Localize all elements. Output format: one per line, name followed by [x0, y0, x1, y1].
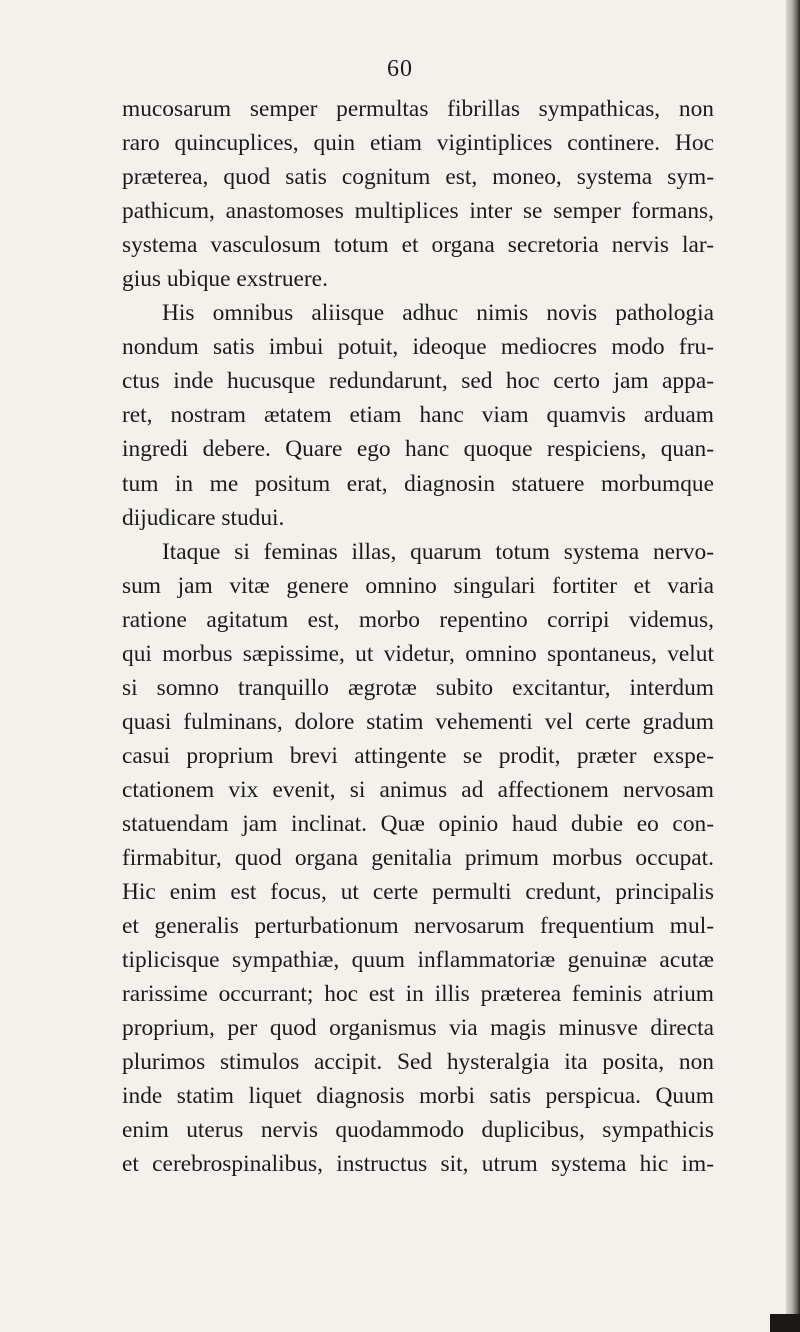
text-line: proprium, per quod organismus via magis minusve directa: [122, 1015, 714, 1042]
text-line: qui morbus sæpissime, ut videtur, omnino spontaneus, velut: [122, 640, 714, 667]
text-line: plurimos stimulos accipit. Sed hysteralgia ita posita, non: [122, 1049, 714, 1076]
text-line: si somno tranquillo ægrotæ subito excitantur, interdum: [122, 674, 714, 701]
text-line: His omnibus aliisque adhuc nimis novis pathologia: [162, 300, 714, 327]
text-line: ctus inde hucusque redundarunt, sed hoc certo jam appa-: [122, 368, 714, 395]
text-line: casui proprium brevi attingente se prodit, præter exspe-: [122, 742, 714, 769]
text-line: tum in me positum erat, diagnosin statuere morbumque: [122, 470, 714, 497]
text-line: præterea, quod satis cognitum est, moneo, systema sym-: [122, 164, 714, 191]
text-line: systema vasculosum totum et organa secretoria nervis lar-: [122, 232, 714, 259]
page-edge-shadow: [786, 0, 800, 1332]
text-line: ingredi debere. Quare ego hanc quoque respiciens, quan-: [122, 436, 714, 463]
text-line: et cerebrospinalibus, instructus sit, utrum systema hic im-: [122, 1151, 714, 1178]
text-line: Hic enim est focus, ut certe permulti credunt, principalis: [122, 879, 714, 906]
text-line: enim uterus nervis quodammodo duplicibus, sympathicis: [122, 1117, 714, 1144]
text-line: mucosarum semper permultas fibrillas sympathicas, non: [122, 96, 714, 122]
text-line: raro quincuplices, quin etiam vigintiplices continere. Hoc: [122, 130, 714, 157]
page-corner-shadow: [770, 1314, 800, 1332]
text-line: tiplicisque sympathiæ, quum inflammatoriæ genuinæ acutæ: [122, 947, 714, 974]
text-line: sum jam vitæ genere omnino singulari fortiter et varia: [122, 572, 714, 599]
text-line: pathicum, anastomoses multiplices inter se semper formans,: [122, 198, 714, 225]
text-line: gius ubique exstruere.: [122, 266, 328, 293]
text-line: rarissime occurrant; hoc est in illis præterea feminis atrium: [122, 981, 714, 1008]
paragraph-1: [122, 92, 714, 296]
text-line: ratione agitatum est, morbo repentino corripi videmus,: [122, 606, 714, 633]
text-line: et generalis perturbationum nervosarum frequentium mul-: [122, 913, 714, 940]
text-line: firmabitur, quod organa genitalia primum morbus occupat.: [122, 845, 714, 872]
text-line: ret, nostram ætatem etiam hanc viam quamvis arduam: [122, 402, 714, 429]
paragraph-3: [122, 535, 714, 1182]
text-line: inde statim liquet diagnosis morbi satis perspicua. Quum: [122, 1083, 714, 1110]
paragraph-2: [122, 296, 714, 534]
text-line: ctationem vix evenit, si animus ad affectionem nervosam: [122, 776, 714, 803]
text-line: nondum satis imbui potuit, ideoque mediocres modo fru-: [122, 334, 714, 361]
text-line: statuendam jam inclinat. Quæ opinio haud dubie eo con-: [122, 810, 714, 837]
page-number: 60: [387, 56, 413, 82]
body-text: [122, 92, 714, 1182]
text-line: Itaque si feminas illas, quarum totum systema nervo-: [162, 538, 714, 565]
text-line: dijudicare studui.: [122, 504, 285, 531]
text-line: quasi fulminans, dolore statim vehementi vel certe gradum: [122, 708, 714, 735]
